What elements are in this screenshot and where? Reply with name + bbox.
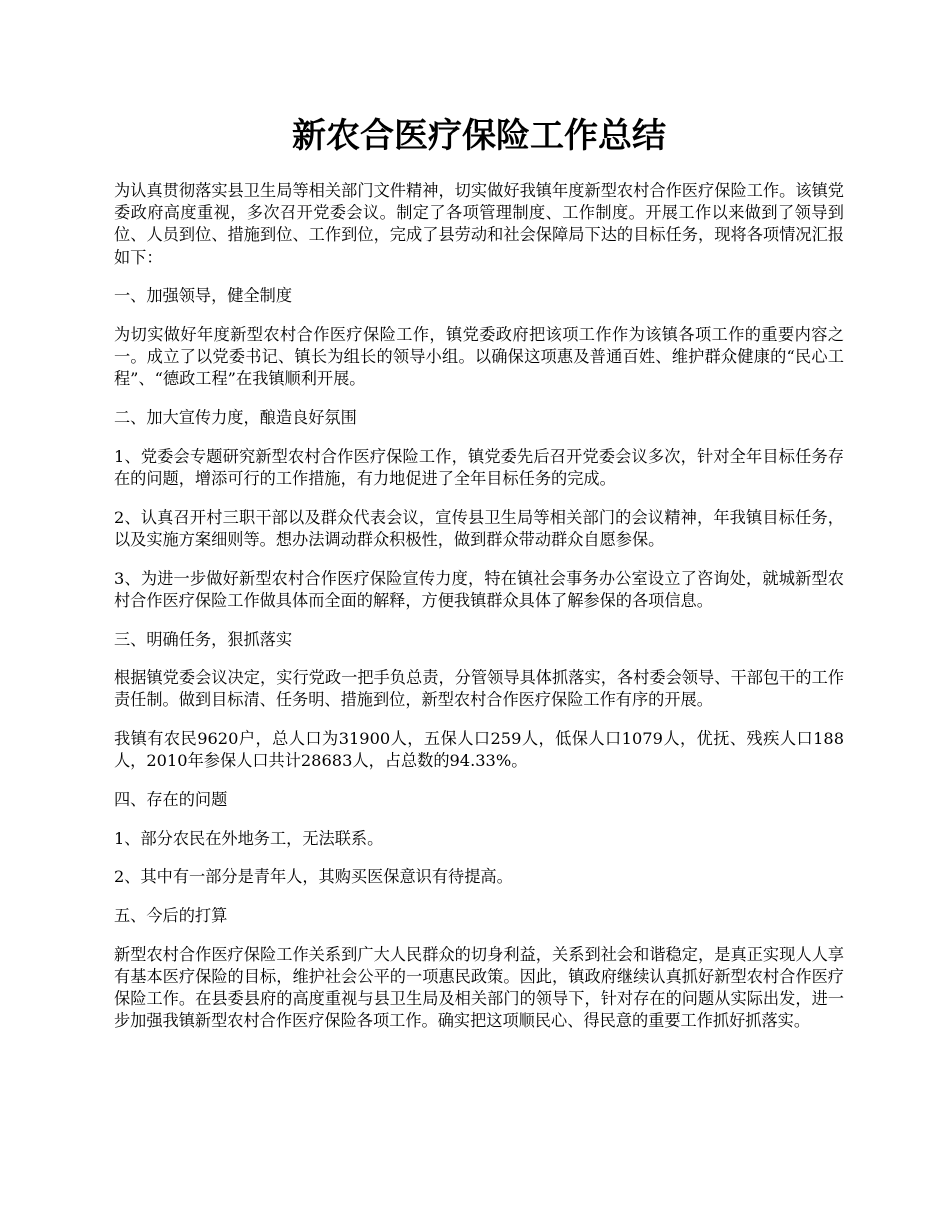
- section-heading-1: 一、加强领导，健全制度: [114, 286, 293, 306]
- intro-paragraph: 为认真贯彻落实县卫生局等相关部门文件精神，切实做好我镇年度新型农村合作医疗保险工作。该镇党委政府高度重视，多次召开党委会议。制定了各项管理制度、工作制度。开展工作以来做到了领导到位、人员到位、措施到位、工作到位，完成了县劳动和社会保障局下达的目标任务，现将各项情况汇报如下：: [114, 181, 844, 267]
- section-heading-5: 五、今后的打算: [114, 906, 228, 926]
- section-5-paragraph: 新型农村合作医疗保险工作关系到广大人民群众的切身利益，关系到社会和谐稳定，是真正实现人人享有基本医疗保险的目标，维护社会公平的一项惠民政策。因此，镇政府继续认真抓好新型农村合作医疗保险工作。在县委县府的高度重视与县卫生局及相关部门的领导下，针对存在的问题从实际出发，进一步加强我镇新型农村合作医疗保险各项工作。确实把这项顺民心、得民意的重要工作抓好抓落实。: [114, 944, 844, 1031]
- document-title: 新农合医疗保险工作总结: [292, 116, 666, 156]
- section-heading-3: 三、明确任务，狠抓落实: [114, 629, 293, 649]
- section-4-item-2: 2、其中有一部分是青年人，其购买医保意识有待提高。: [114, 867, 513, 887]
- section-heading-2: 二、加大宣传力度，酿造良好氛围: [114, 408, 357, 428]
- section-heading-4: 四、存在的问题: [114, 790, 228, 810]
- section-1-paragraph: 为切实做好年度新型农村合作医疗保险工作，镇党委政府把该项工作作为该镇各项工作的重要内容之一。成立了以党委书记、镇长为组长的领导小组。以确保这项惠及普通百姓、维护群众健康的“民心工程”、“德政工程”在我镇顺利开展。: [114, 325, 844, 389]
- document-body: [114, 180, 844, 1049]
- section-2-item-1: 1、党委会专题研究新型农村合作医疗保险工作，镇党委先后召开党委会议多次，针对全年目标任务存在的问题，增添可行的工作措施，有力地促进了全年目标任务的完成。: [114, 446, 844, 489]
- section-2-item-3: 3、为进一步做好新型农村合作医疗保险宣传力度，特在镇社会事务办公室设立了咨询处，就城新型农村合作医疗保险工作做具体而全面的解释，方便我镇群众具体了解参保的各项信息。: [114, 568, 844, 610]
- section-4-item-1: 1、部分农民在外地务工，无法联系。: [114, 828, 384, 848]
- section-3-statistics-paragraph: 我镇有农民9620户，总人口为31900人，五保人口259人，低保人口1079人，优抚、残疾人口188人，2010年参保人口共计28683人，占总数的94.33%。: [114, 729, 844, 771]
- section-3-paragraph-1: 根据镇党委会议决定，实行党政一把手负总责，分管领导具体抓落实，各村委会领导、干部包干的工作责任制。做到目标清、任务明、措施到位，新型农村合作医疗保险工作有序的开展。: [114, 668, 844, 710]
- section-2-item-2: 2、认真召开村三职干部以及群众代表会议，宣传县卫生局等相关部门的会议精神，年我镇目标任务，以及实施方案细则等。想办法调动群众积极性，做到群众带动群众自愿参保。: [114, 507, 844, 549]
